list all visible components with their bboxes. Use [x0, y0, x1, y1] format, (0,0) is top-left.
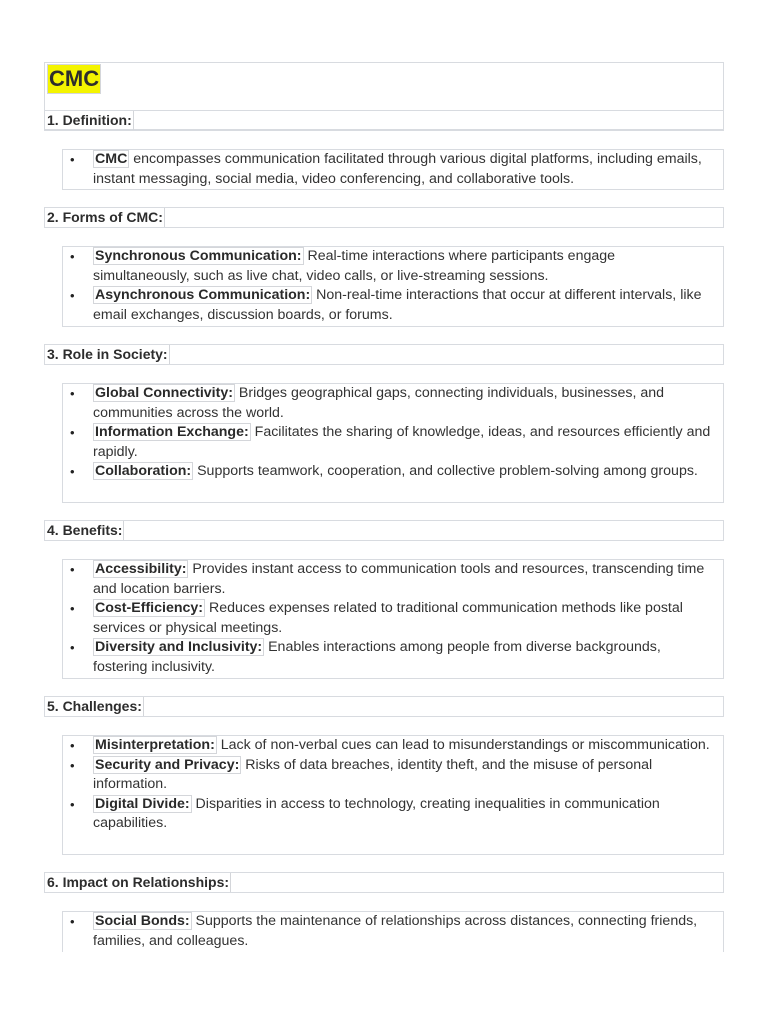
- section-heading-benefits: [44, 520, 724, 541]
- list-item-text: Lack of non-verbal cues can lead to misunderstandings or miscommunication.: [216, 737, 710, 753]
- list-item: [63, 286, 723, 325]
- list-item: [63, 423, 723, 462]
- list-item: [63, 912, 723, 951]
- list-item-text: Provides instant access to communication tools and resources, transcending time and location barriers.: [93, 561, 705, 597]
- list-item-text: Real-time interactions where participants engage simultaneously, such as live chat, video calls, or live-streaming sessions.: [93, 248, 616, 284]
- section-heading-text: 6. Impact on Relationships:: [47, 874, 230, 890]
- list-item: [63, 560, 723, 599]
- list-item-text: Risks of data breaches, identity theft, and the misuse of personal information.: [93, 756, 653, 793]
- list-item-term: Synchronous Communication:: [95, 248, 302, 264]
- list-item: [63, 736, 723, 756]
- section-list-forms: [62, 246, 724, 327]
- section-list-definition: [62, 149, 724, 190]
- list-item-term: CMC: [95, 151, 128, 167]
- list-item-term: Global Connectivity:: [95, 385, 233, 401]
- section-heading-text: 1. Definition:: [47, 112, 132, 128]
- list-item: [63, 599, 723, 638]
- list-item-text: Facilitates the sharing of knowledge, ideas, and resources efficiently and rapidly.: [93, 424, 711, 460]
- section-list-benefits: [62, 559, 724, 679]
- section-heading-challenges: [44, 696, 724, 717]
- list-item-term: Information Exchange:: [95, 424, 249, 441]
- list-item-text: Bridges geographical gaps, connecting individuals, businesses, and communities across the world.: [93, 385, 665, 421]
- list-item-term: Diversity and Inclusivity:: [95, 639, 263, 656]
- list-item: [63, 462, 723, 482]
- list-item: [63, 795, 723, 834]
- list-item-term: Social Bonds:: [95, 913, 190, 929]
- list-item-text: encompasses communication facilitated through various digital platforms, including emails, instant messaging, social media, video conferencing, and collaborative tools.: [93, 151, 702, 187]
- list-item: [63, 247, 723, 286]
- list-item-text: Disparities in access to technology, creating inequalities in communication capabilities.: [93, 795, 660, 832]
- list-item-text: Supports the maintenance of relationships across distances, connecting friends, families, and colleagues.: [93, 913, 698, 949]
- list-item-term: Misinterpretation:: [95, 737, 215, 753]
- section-heading-text: 4. Benefits:: [47, 522, 123, 538]
- list-item: [63, 638, 723, 677]
- section-heading-forms: [44, 207, 724, 228]
- section-heading-text: 3. Role in Society:: [47, 346, 168, 362]
- list-item-term: Collaboration:: [95, 463, 192, 480]
- section-heading-impact: [44, 872, 724, 893]
- list-item: [63, 150, 723, 189]
- list-item-text: Supports teamwork, cooperation, and collective problem-solving among groups.: [193, 463, 698, 480]
- list-item-term: Asynchronous Communication:: [95, 287, 311, 304]
- list-item-text: Enables interactions among people from diverse backgrounds, fostering inclusivity.: [93, 639, 661, 675]
- section-heading-definition: [44, 110, 724, 131]
- list-item: [63, 756, 723, 795]
- list-item-term: Security and Privacy:: [95, 756, 240, 773]
- document-title: CMC: [47, 64, 101, 94]
- section-list-impact: [62, 911, 724, 952]
- list-item-text: Reduces expenses related to traditional communication methods like postal services or physical meetings.: [93, 600, 683, 636]
- section-list-role: [62, 383, 724, 503]
- list-item-term: Cost-Efficiency:: [95, 600, 203, 617]
- list-item-term: Digital Divide:: [95, 795, 190, 812]
- section-heading-role: [44, 344, 724, 365]
- section-list-challenges: [62, 735, 724, 855]
- list-item-text: Non-real-time interactions that occur at different intervals, like email exchanges, discussion boards, or forums.: [93, 287, 702, 323]
- list-item: [63, 384, 723, 423]
- section-heading-text: 5. Challenges:: [47, 698, 142, 714]
- section-heading-text: 2. Forms of CMC:: [47, 209, 163, 225]
- list-item-term: Accessibility:: [95, 561, 187, 577]
